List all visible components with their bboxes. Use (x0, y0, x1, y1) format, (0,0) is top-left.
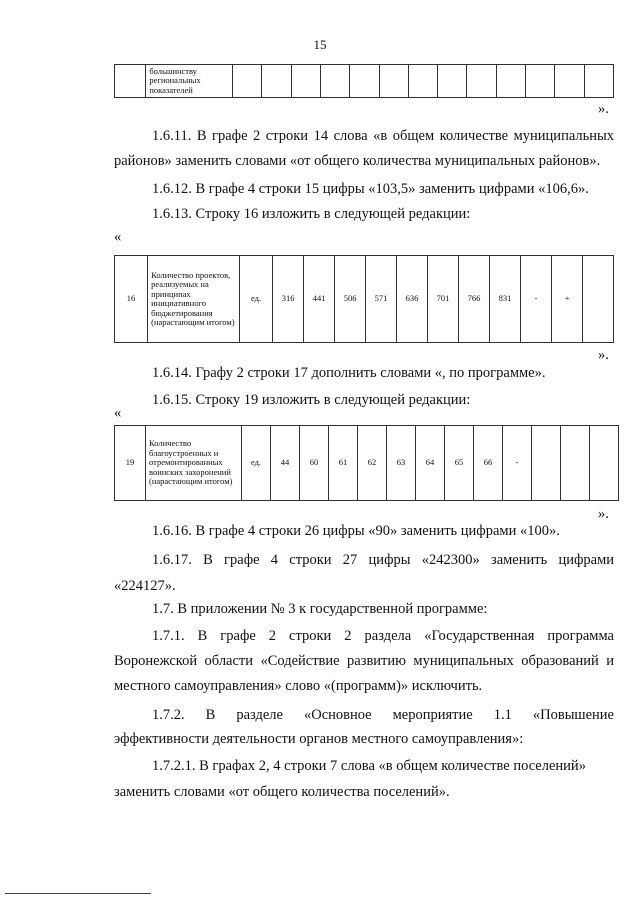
indicator-name: Количество благоустроенных и отремонтированных воинских захоронений (нарастающим итогом) (146, 426, 242, 501)
page-number: 15 (313, 37, 327, 52)
table-cell (350, 65, 379, 98)
paragraph-1-7-1-end: местного самоуправления» слово «(программ)» исключить. (114, 678, 483, 694)
table-cell (262, 65, 291, 98)
opening-quote: « (114, 405, 122, 421)
indicator-name: большинству региональных показателей (146, 65, 233, 98)
paragraph-1-6-14: 1.6.14. Графу 2 строки 17 дополнить словами «, по программе». (152, 365, 546, 381)
value-cell (561, 426, 590, 501)
table-row (115, 65, 614, 98)
value-cell: 441 (304, 256, 335, 343)
paragraph-1-6-17: 1.6.17. В графе 4 строки 27 цифры «242300» заменить цифрами (152, 552, 614, 568)
opening-quote: « (114, 229, 122, 245)
table-cell (233, 65, 262, 98)
paragraph-1-6-16: 1.6.16. В графе 4 строки 26 цифры «90» заменить цифрами «100». (152, 523, 560, 539)
value-cell: 316 (273, 256, 304, 343)
table-cell (291, 65, 320, 98)
paragraph-1-7-2-cont: эффективности деятельности органов местного самоуправления»: (114, 731, 524, 747)
table-row (115, 256, 614, 343)
footnote-rule (5, 893, 151, 894)
value-cell: 60 (300, 426, 329, 501)
table-row-16 (114, 255, 614, 343)
value-cell: 61 (329, 426, 358, 501)
table-cell (584, 65, 613, 98)
indicator-name: Количество проектов, реализуемых на принципах инициативного бюджетирования (нарастающим итогом) (148, 256, 240, 343)
value-cell: 636 (397, 256, 428, 343)
value-cell: 63 (387, 426, 416, 501)
paragraph-1-7-2-1-cont: заменить словами «от общего количества поселений». (114, 784, 450, 800)
paragraph-1-6-11: 1.6.11. В графе 2 строки 14 слова «в общем количестве муниципальных (152, 128, 614, 144)
table-cell (438, 65, 467, 98)
value-cell: 766 (459, 256, 490, 343)
paragraph-1-6-15: 1.6.15. Строку 19 изложить в следующей редакции: (152, 392, 471, 408)
paragraph-1-6-17-cont: «224127». (114, 578, 176, 594)
table-cell (467, 65, 496, 98)
value-cell (582, 256, 613, 343)
paragraph-1-6-13: 1.6.13. Строку 16 изложить в следующей редакции: (152, 206, 471, 222)
table-row (115, 426, 619, 501)
table-row-19 (114, 425, 619, 501)
value-cell: - (503, 426, 532, 501)
table-cell (555, 65, 584, 98)
row-number: 16 (115, 256, 148, 343)
paragraph-1-6-11-cont: районов» заменить словами «от общего количества муниципальных районов». (114, 153, 601, 169)
paragraph-1-7-1: 1.7.1. В графе 2 строки 2 раздела «Государственная программа (152, 628, 614, 644)
paragraph-1-7-1-cont: Воронежской области «Содействие развитию муниципальных образований и (114, 653, 614, 669)
paragraph-1-7-2: 1.7.2. В разделе «Основное мероприятие 1.1 «Повышение (152, 707, 614, 723)
table-fragment-top (114, 64, 614, 98)
value-cell: 701 (428, 256, 459, 343)
table-cell (525, 65, 554, 98)
value-cell: 831 (490, 256, 521, 343)
closing-quote: ». (598, 506, 609, 522)
value-cell: 65 (445, 426, 474, 501)
table-cell (496, 65, 525, 98)
row-number: 19 (115, 426, 146, 501)
value-cell (532, 426, 561, 501)
value-cell: 571 (366, 256, 397, 343)
value-cell: 62 (358, 426, 387, 501)
value-cell: 66 (474, 426, 503, 501)
table-cell (379, 65, 408, 98)
closing-quote: ». (598, 347, 609, 363)
unit-cell: ед. (242, 426, 271, 501)
value-cell: 506 (335, 256, 366, 343)
table-cell (321, 65, 350, 98)
value-cell: 64 (416, 426, 445, 501)
closing-quote: ». (598, 101, 609, 117)
paragraph-1-7-2-1: 1.7.2.1. В графах 2, 4 строки 7 слова «в общем количестве поселений» (152, 758, 586, 774)
paragraph-1-7: 1.7. В приложении № 3 к государственной программе: (152, 601, 488, 617)
paragraph-1-6-12: 1.6.12. В графе 4 строки 15 цифры «103,5» заменить цифрами «106,6». (152, 181, 589, 197)
value-cell: 44 (271, 426, 300, 501)
value-cell: + (551, 256, 582, 343)
table-cell (115, 65, 146, 98)
table-cell (408, 65, 437, 98)
value-cell: - (520, 256, 551, 343)
value-cell (590, 426, 619, 501)
unit-cell: ед. (240, 256, 273, 343)
